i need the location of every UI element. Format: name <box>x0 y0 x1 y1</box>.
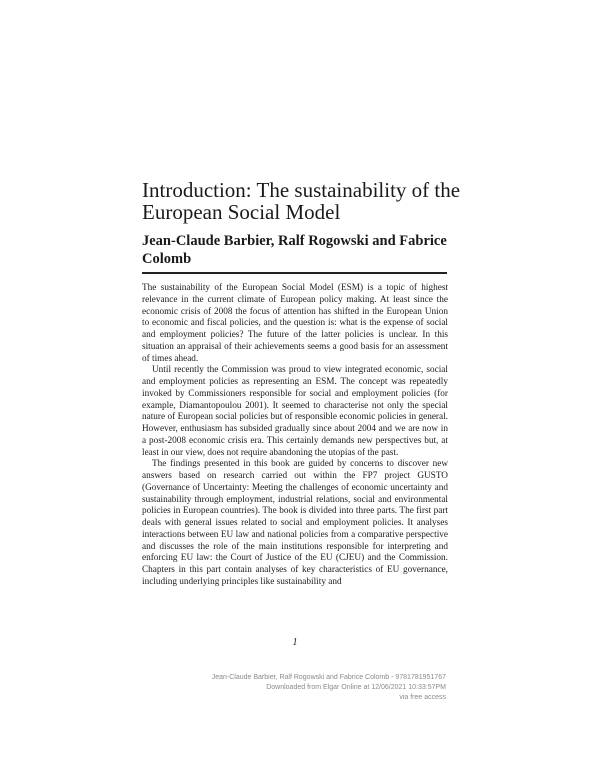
footer-download-info: Downloaded from Elgar Online at 12/06/2021 10:33:57PM <box>266 684 446 691</box>
body-text <box>142 283 448 589</box>
paragraph-3: The findings presented in this book are guided by concerns to discover new answers based on research carried out within the FP7 project GUSTO (Governance of Uncertainty: Meeting the challenges of economic uncertainty and sustainability through employment, industrial relations, social and environmental policies in European countries). The book is divided into three parts. The first part deals with general issues related to social and employment policies. It analyses interactions between EU law and national policies from a comparative perspective and discusses the role of the main institutions responsible for interpreting and enforcing EU law: the Court of Justice of the EU (CJEU) and the Commission. Chapters in this part contain analyses of key characteristics of EU governance, including underlying principles like sustainability and <box>142 459 448 587</box>
paragraph-2: Until recently the Commission was proud to view integrated economic, social and employment policies as representing an ESM. The concept was repeatedly invoked by Commissioners responsible for social and employment policies (for example, Diamantopoulou 2001). It seemed to characterise not only the special nature of European social policies but of responsible economic policies in general. However, enthusiasm has subsided gradually since about 2004 and we are now in a post-2008 economic crisis era. This certainly demands new perspectives but, at least in our view, does not require abandoning the utopias of the past. <box>142 365 448 458</box>
footer-access: via free access <box>399 694 446 701</box>
chapter-authors: Jean-Claude Barbier, Ralf Rogowski and Fabrice Colomb <box>142 233 447 267</box>
title-rule <box>142 272 447 274</box>
chapter-title: Introduction: The sustainability of the European Social Model <box>142 178 461 224</box>
footer-citation: Jean-Claude Barbier, Ralf Rogowski and Fabrice Colomb - 9781781951767 <box>211 674 446 681</box>
paragraph-1: The sustainability of the European Social Model (ESM) is a topic of highest relevance in the current climate of European policy making. At least since the economic crisis of 2008 the focus of attention has shifted in the European Union to economic and fiscal policies, and the question is: what is the expense of social and employment policies? The future of the latter policies is unclear. In this situation an appraisal of their achievements seems a good basis for an assessment of times ahead. <box>142 283 448 364</box>
page-number: 1 <box>292 637 298 648</box>
download-footer <box>150 673 446 703</box>
